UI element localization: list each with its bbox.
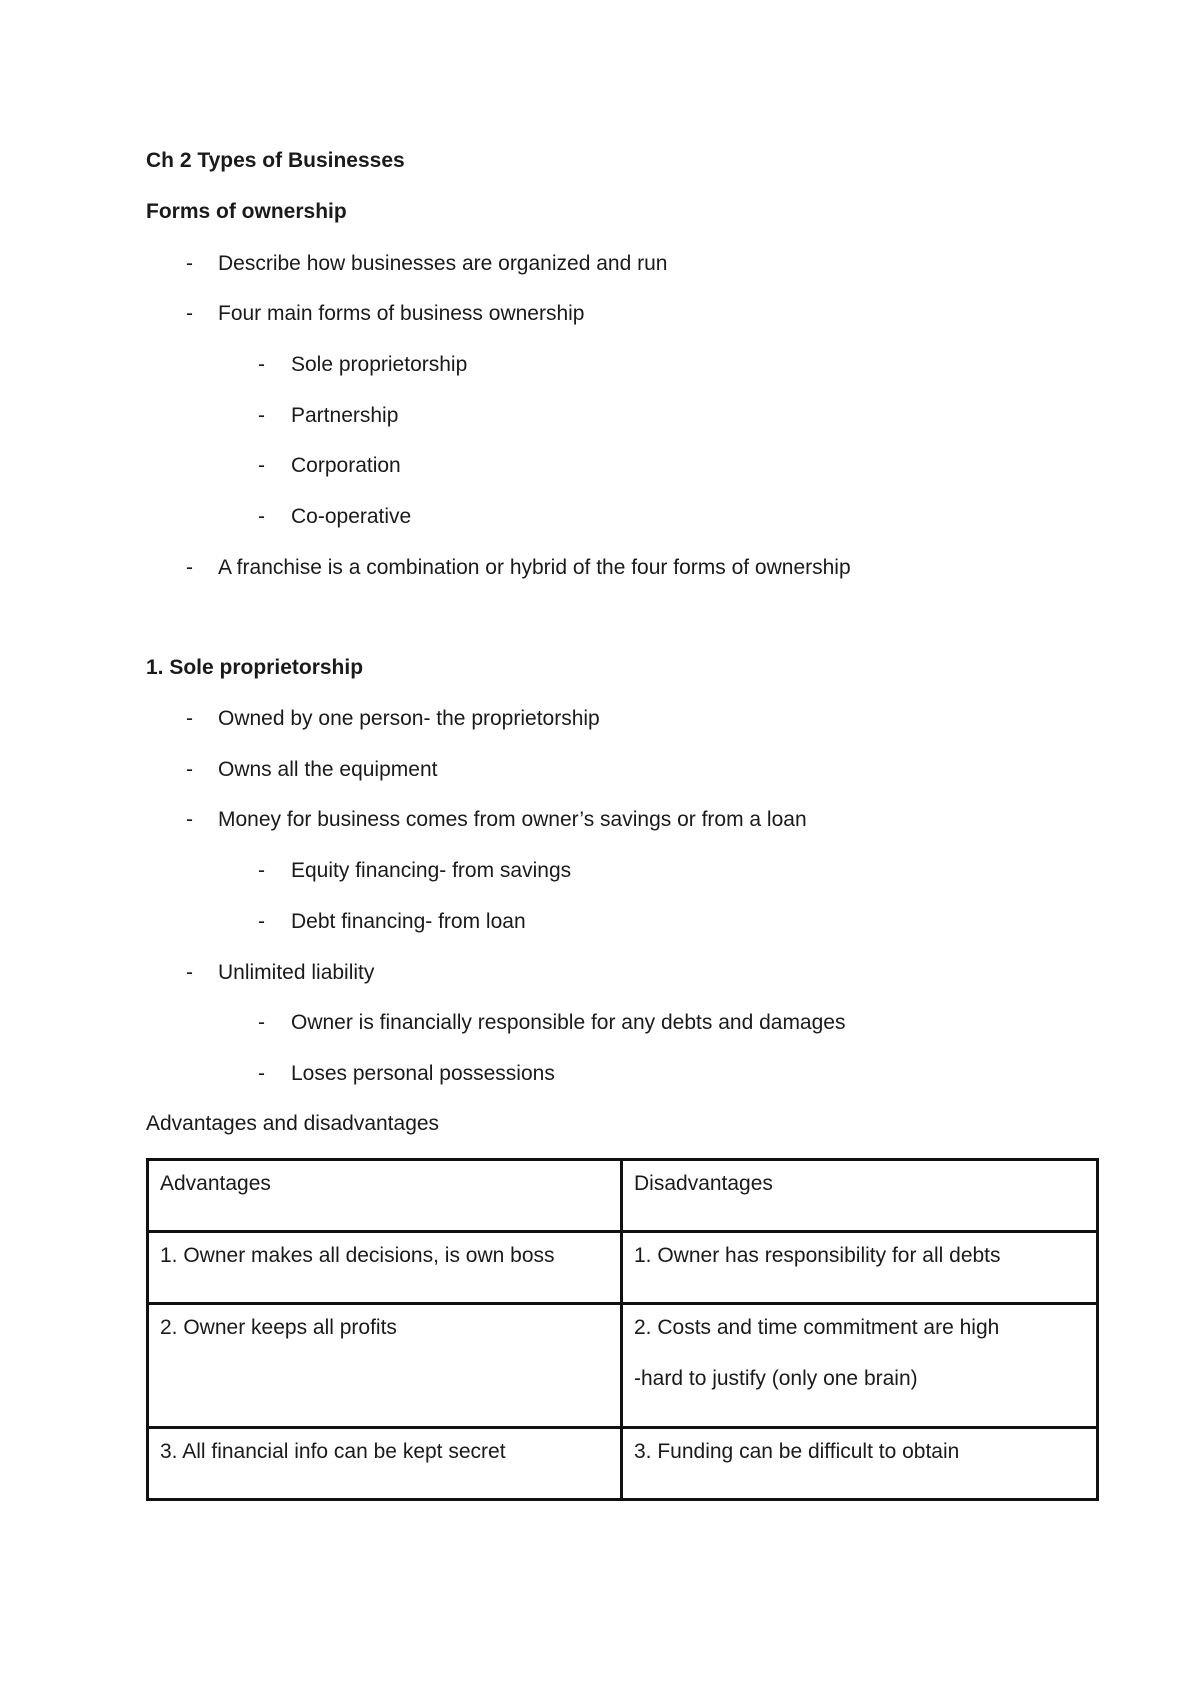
advantage-cell: 1. Owner makes all decisions, is own boss: [148, 1232, 622, 1304]
sub-bullet-text: Sole proprietorship: [291, 353, 468, 376]
bullet-dash: -: [186, 707, 193, 730]
document-title: Ch 2 Types of Businesses: [146, 149, 405, 172]
sub-bullet-dash: -: [258, 1011, 265, 1034]
section-heading-sole-proprietorship: 1. Sole proprietorship: [146, 656, 364, 679]
sub-bullet-text: Owner is financially responsible for any debts and damages: [291, 1011, 846, 1034]
bullet-dash: -: [186, 302, 193, 325]
section-heading-forms: Forms of ownership: [146, 200, 347, 223]
sub-bullet-dash: -: [258, 505, 265, 528]
disadvantage-cell: 1. Owner has responsibility for all debts: [622, 1232, 1098, 1304]
bullet-dash: -: [186, 556, 193, 579]
bullet-dash: -: [186, 961, 193, 984]
sub-bullet-dash: -: [258, 404, 265, 427]
table-row: [148, 1232, 1098, 1304]
bullet-dash: -: [186, 808, 193, 831]
bullet-dash: -: [186, 252, 193, 275]
advantage-cell: 2. Owner keeps all profits: [148, 1304, 622, 1428]
disadvantage-cell: [622, 1304, 1098, 1428]
table-caption: Advantages and disadvantages: [146, 1112, 440, 1135]
table-header-cell: Advantages: [148, 1160, 622, 1232]
table-header-row: [148, 1160, 1098, 1232]
sub-bullet-text: Co-operative: [291, 505, 412, 528]
disadvantage-text: 2. Costs and time commitment are high: [634, 1316, 1000, 1339]
bullet-text: Unlimited liability: [218, 961, 375, 984]
sub-bullet-text: Partnership: [291, 404, 399, 427]
advantage-cell: 3. All financial info can be kept secret: [148, 1428, 622, 1500]
sub-bullet-dash: -: [258, 859, 265, 882]
bullet-text: Money for business comes from owner’s savings or from a loan: [218, 808, 807, 831]
sub-bullet-text: Loses personal possessions: [291, 1062, 555, 1085]
bullet-text: A franchise is a combination or hybrid of the four forms of ownership: [218, 556, 851, 579]
sub-bullet-text: Debt financing- from loan: [291, 910, 526, 933]
sub-bullet-dash: -: [258, 353, 265, 376]
table-row: [148, 1428, 1098, 1500]
sub-bullet-dash: -: [258, 1062, 265, 1085]
bullet-text: Owns all the equipment: [218, 758, 438, 781]
bullet-text: Four main forms of business ownership: [218, 302, 585, 325]
sub-bullet-text: Equity financing- from savings: [291, 859, 572, 882]
sub-bullet-dash: -: [258, 910, 265, 933]
sub-bullet-text: Corporation: [291, 454, 401, 477]
bullet-dash: -: [186, 758, 193, 781]
advantages-disadvantages-table: [146, 1158, 1099, 1501]
disadvantage-cell: 3. Funding can be difficult to obtain: [622, 1428, 1098, 1500]
table-header-cell: Disadvantages: [622, 1160, 1098, 1232]
bullet-text: Owned by one person- the proprietorship: [218, 707, 600, 730]
disadvantage-note: -hard to justify (only one brain): [634, 1367, 918, 1390]
table-row: [148, 1304, 1098, 1428]
bullet-text: Describe how businesses are organized and run: [218, 252, 668, 275]
sub-bullet-dash: -: [258, 454, 265, 477]
